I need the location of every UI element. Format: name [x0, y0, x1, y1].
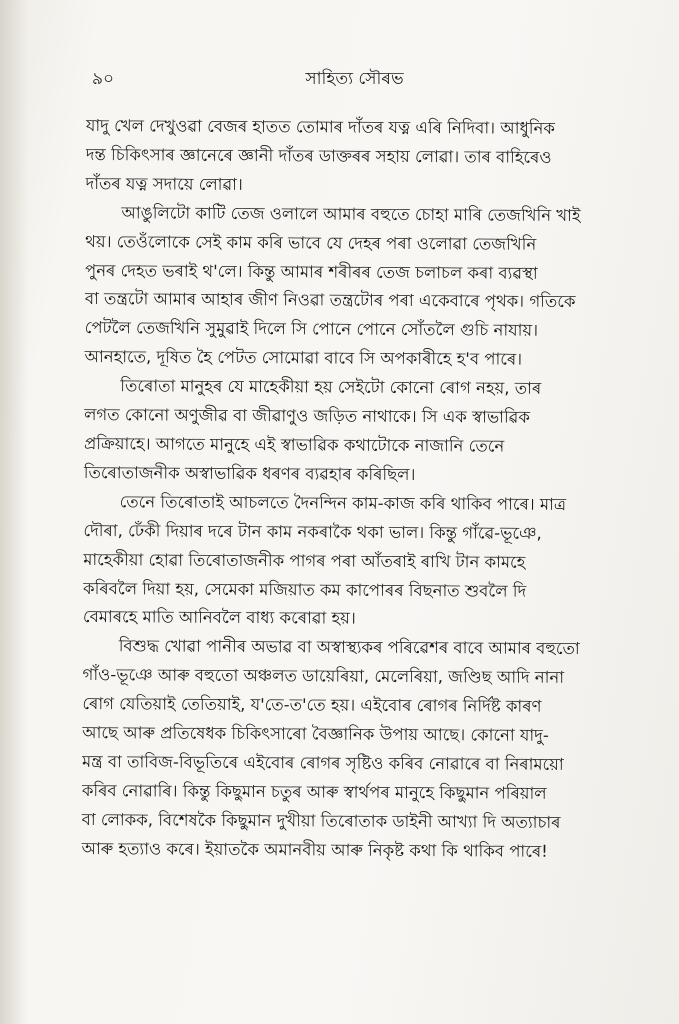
text-line: দন্ত চিকিৎসাৰ জ্ঞানেৰে জ্ঞানী দাঁতৰ ডাক্তৰৰ সহায় লোৱা। তাৰ বাহিৰেও: [85, 144, 552, 167]
text-line: বেমাৰহে মাতি আনিবলৈ বাধ্য কৰোৱা হয়।: [82, 607, 356, 629]
text-line: গাঁও-ভূঞে আৰু বহুতো অঞ্চলত ডায়েৰিয়া, মেলেৰিয়া, জণ্ডিছ আদি নানা: [82, 665, 565, 688]
text-line: প্ৰক্ৰিয়াহে। আগতে মানুহে এই স্বাভাৱিক কথাটোকে নাজানি তেনে: [83, 433, 505, 456]
paragraph-5: [81, 632, 658, 867]
text-line: লগত কোনো অণুজীৱ বা জীৱাণুও জড়িত নাথাকে। সি এক স্বাভাৱিক: [84, 405, 530, 427]
text-line: কৰিব নোৱাৰি। কিন্তু কিছুমান চতুৰ আৰু স্বাৰ্থপৰ মানুহে কিছুমান পৰিয়াল: [81, 780, 547, 803]
text-line: মাহেকীয়া হোৱা তিৰোতাজনীক পাগৰ পৰা আঁতৰাই ৰাখি টান কামহে: [83, 549, 526, 572]
text-line: বিশুদ্ধ খোৱা পানীৰ অভাৱ বা অস্বাস্থ্যকৰ পৰিৱেশৰ বাবে আমাৰ বহুতো: [118, 636, 580, 659]
text-line: মন্ত্ৰ বা তাবিজ-বিভূতিৰে এইবোৰ ৰোগৰ সৃষ্টিও কৰিব নোৱাৰে বা নিৰাময়ো: [81, 751, 564, 774]
text-line: দৌৰা, ঢেঁকী দিয়াৰ দৰে টান কাম নকৰাকৈ থকা ভাল। কিন্তু গাঁৱে-ভূঞে,: [83, 520, 542, 543]
text-line: পেটলৈ তেজখিনি সুমুৱাই দিলে সি পোনে পোনে সোঁতলৈ গুচি নাযায়।: [84, 318, 539, 341]
text-line: পুনৰ দেহত ভৰাই থ'লে। কিন্তু আমাৰ শৰীৰৰ তেজ চলাচল কৰা ব্যৱস্থা: [84, 260, 538, 283]
paragraph-4: [83, 488, 660, 636]
text-line: আৰু হত্যাও কৰে। ইয়াতকৈ অমানবীয় আৰু নিকৃষ্ট কথা কি থাকিব পাৰে!: [81, 838, 548, 861]
text-line: আনহাতে, দূষিত হৈ পেটত সোমোৱা বাবে সি অপকাৰীহে হ'ব পাৰে।: [84, 347, 523, 369]
text-line: আছে আৰু প্ৰতিষেধক চিকিৎসাৰো বৈজ্ঞানিক উপায় আছে। কোনো যাদু-: [82, 723, 549, 745]
text-line: যাদু খেল দেখুওৱা বেজৰ হাতত তোমাৰ দাঁতৰ যত্ন এৰি নিদিবা। আধুনিক: [85, 115, 555, 138]
text-line: বা লোকক, বিশেষকৈ কিছুমান দুখীয়া তিৰোতাক ডাইনী আখ্যা দি অত্যাচাৰ: [81, 809, 561, 832]
binding-shadow: [0, 0, 28, 1024]
text-line: বা তন্ত্ৰটো আমাৰ আহাৰ জীণ নিওৱা তন্ত্ৰটোৰ পৰা একেবাৰে পৃথক। গতিকে: [84, 289, 576, 312]
text-line: তেনে তিৰোতাই আচলতে দৈনন্দিন কাম-কাজ কৰি থাকিব পাৰে। মাত্ৰ: [119, 491, 567, 514]
text-line: দাঁতৰ যত্ন সদায়ে লোৱা।: [85, 173, 243, 194]
paragraph-3: [84, 372, 661, 491]
paragraph-2: [84, 199, 661, 376]
text-line: তিৰোতা মানুহৰ যে মাহেকীয়া হয় সেইটো কোনো ৰোগ নহয়, তাৰ: [120, 376, 542, 398]
text-line: থয়। তেওঁলোকে সেই কাম কৰি ভাবে যে দেহৰ পৰা ওলোৱা তেজখিনি: [85, 231, 537, 254]
running-head: সাহিত্য সৌৰভ: [305, 69, 404, 89]
body-text: [81, 112, 662, 867]
text-line: আঙুলিটো কাটি তেজ ওলালে আমাৰ বহুতে চোহা মাৰি তেজখিনি খাই: [121, 202, 581, 225]
text-line: ৰোগ যেতিয়াই তেতিয়াই, য'তে-ত'তে হয়। এইবোৰ ৰোগৰ নিৰ্দিষ্ট কাৰণ: [82, 694, 542, 716]
text-line: কৰিবলৈ দিয়া হয়, সেমেকা মজিয়াত কম কাপোৰৰ বিছনাত শুবলৈ দি: [83, 578, 527, 601]
paragraph-1: [85, 112, 662, 202]
page-number: ৯০: [92, 69, 115, 89]
text-line: তিৰোতাজনীক অস্বাভাৱিক ধৰণৰ ব্যৱহাৰ কৰিছিল।: [83, 462, 416, 484]
